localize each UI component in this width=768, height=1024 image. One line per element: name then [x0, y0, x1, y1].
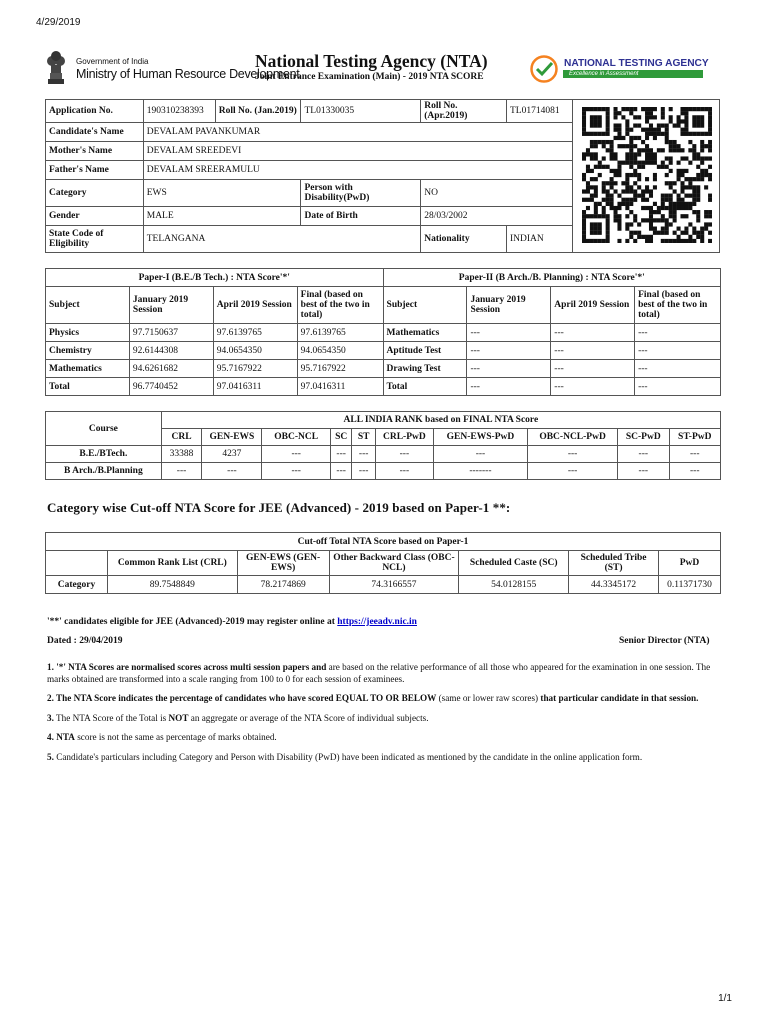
gender-label: Gender [46, 207, 144, 226]
gender-value: MALE [143, 207, 301, 226]
note-2 [47, 693, 719, 705]
cutoff-col: Other Backward Class (OBC-NCL) [329, 551, 459, 576]
rank-col: OBC-NCL [262, 429, 331, 446]
rank-value: 33388 [161, 446, 202, 463]
note-bold: NTA [53, 732, 75, 742]
rank-value: --- [352, 446, 376, 463]
roll-jan-label: Roll No. (Jan.2019) [215, 100, 301, 123]
all-india-rank-table [45, 411, 721, 480]
score: 94.0654350 [297, 342, 383, 360]
note-number: 2. [47, 693, 54, 703]
nta-logo-name: NATIONAL TESTING AGENCY [564, 58, 709, 69]
national-emblem-icon [44, 45, 68, 87]
father-name-label: Father's Name [46, 161, 144, 180]
rank-value: --- [161, 463, 202, 480]
rank-col: OBC-NCL-PwD [528, 429, 618, 446]
course: B Arch./B.Planning [46, 463, 162, 480]
paper2-title: Paper-II (B Arch./B. Planning) : NTA Score'*' [383, 269, 720, 287]
paper1-title: Paper-I (B.E./B Tech.) : NTA Score'*' [46, 269, 384, 287]
note-text: an aggregate or average of the NTA Score of individual subjects. [188, 712, 429, 723]
course: B.E./BTech. [46, 446, 162, 463]
subject: Mathematics [383, 324, 467, 342]
dob-value: 28/03/2002 [421, 207, 573, 226]
rank-value: ------- [433, 463, 527, 480]
nta-score-table [45, 268, 721, 396]
registration-note [47, 617, 417, 627]
note-4 [47, 732, 719, 744]
note-5 [47, 752, 719, 764]
father-name: DEVALAM SREERAMULU [143, 161, 572, 180]
category-label: Category [46, 180, 144, 207]
candidate-name: DEVALAM PAVANKUMAR [143, 123, 572, 142]
table-row [46, 360, 721, 378]
rank-col: ST [352, 429, 376, 446]
score: 97.7150637 [129, 324, 213, 342]
candidate-details-table [45, 99, 573, 253]
cutoff-table [45, 532, 721, 594]
note-bold: The NTA Score indicates the percentage of candidates who have scored EQUAL TO OR BELOW [53, 693, 437, 703]
application-no: 190310238393 [143, 100, 215, 123]
cutoff-value: 89.7548849 [107, 576, 237, 594]
score: --- [635, 360, 721, 378]
table-row [46, 324, 721, 342]
page-number: 1/1 [718, 993, 732, 1004]
roll-apr: TL01714081 [507, 100, 573, 123]
mother-name: DEVALAM SREEDEVI [143, 142, 572, 161]
rank-col: GEN-EWS-PwD [433, 429, 527, 446]
rank-value: --- [375, 446, 433, 463]
registration-note-text: '**' candidates eligible for JEE (Advanced)-2019 may register online at [47, 617, 338, 627]
roll-apr-label: Roll No. (Apr.2019) [421, 100, 507, 123]
page-subtitle: Joint Entrance Examination (Main) - 2019 NTA SCORE [255, 72, 484, 82]
rank-value: --- [669, 446, 721, 463]
cutoff-value: 54.0128155 [459, 576, 569, 594]
score: --- [635, 342, 721, 360]
col-jan: January 2019 Session [467, 287, 551, 324]
application-no-label: Application No. [46, 100, 144, 123]
score: --- [551, 324, 635, 342]
score: --- [635, 378, 721, 396]
col-apr: April 2019 Session [551, 287, 635, 324]
rank-value: --- [352, 463, 376, 480]
rank-value: --- [202, 463, 262, 480]
score: --- [635, 324, 721, 342]
pwd-value: NO [421, 180, 573, 207]
note-1 [47, 662, 719, 685]
score: --- [467, 342, 551, 360]
col-apr: April 2019 Session [213, 287, 297, 324]
note-bold: that particular candidate in that session. [538, 693, 699, 703]
cutoff-col: Common Rank List (CRL) [107, 551, 237, 576]
note-number: 3. [47, 712, 54, 723]
qr-code-icon [582, 107, 712, 243]
note-text: score is not the same as percentage of marks obtained. [74, 732, 277, 742]
note-number: 1. [47, 662, 54, 672]
subject: Drawing Test [383, 360, 467, 378]
rank-value: --- [262, 446, 331, 463]
state-value: TELANGANA [143, 226, 420, 253]
rank-value: --- [669, 463, 721, 480]
course-label: Course [46, 412, 162, 446]
candidate-name-label: Candidate's Name [46, 123, 144, 142]
col-jan: January 2019 Session [129, 287, 213, 324]
category-value: EWS [143, 180, 301, 207]
note-text: Candidate's particulars including Category and Person with Disability (PwD) have been indicated as mentioned by the candidate in the online application form. [53, 751, 643, 762]
cutoff-col: Scheduled Tribe (ST) [569, 551, 659, 576]
rank-col: CRL [161, 429, 202, 446]
cutoff-table-title: Cut-off Total NTA Score based on Paper-1 [46, 533, 721, 551]
rank-value: --- [433, 446, 527, 463]
note-bold: '*' NTA Scores are normalised scores across multi session papers and [53, 662, 327, 672]
nta-logo-icon [530, 55, 558, 83]
subject: Aptitude Test [383, 342, 467, 360]
mother-name-label: Mother's Name [46, 142, 144, 161]
score: --- [551, 360, 635, 378]
print-date: 4/29/2019 [36, 17, 81, 28]
col-subject: Subject [46, 287, 130, 324]
state-label: State Code of Eligibility [46, 226, 144, 253]
rank-value: --- [330, 446, 351, 463]
ministry-line: Ministry of Human Resource Development [76, 67, 300, 81]
col-subject: Subject [383, 287, 467, 324]
cutoff-col-blank [46, 551, 108, 576]
subject: Mathematics [46, 360, 130, 378]
rank-value: --- [618, 463, 669, 480]
rank-value: --- [618, 446, 669, 463]
rank-value: --- [528, 446, 618, 463]
jee-advanced-link[interactable]: https://jeeadv.nic.in [337, 617, 417, 627]
score: --- [551, 342, 635, 360]
table-row [46, 342, 721, 360]
score: 95.7167922 [213, 360, 297, 378]
note-text: (same or lower raw scores) [436, 693, 539, 703]
goi-line: Government of India [76, 57, 149, 66]
rank-col: ST-PwD [669, 429, 721, 446]
cutoff-col: Scheduled Caste (SC) [459, 551, 569, 576]
note-3 [47, 713, 719, 725]
cutoff-value: 74.3166557 [329, 576, 459, 594]
cutoff-value: 0.11371730 [659, 576, 721, 594]
score: 94.0654350 [213, 342, 297, 360]
nationality-value: INDIAN [507, 226, 573, 253]
subject: Chemistry [46, 342, 130, 360]
score: --- [467, 324, 551, 342]
score: 92.6144308 [129, 342, 213, 360]
rank-value: --- [528, 463, 618, 480]
score: 97.0416311 [297, 378, 383, 396]
cutoff-col: PwD [659, 551, 721, 576]
note-text: The NTA Score of the Total is [53, 712, 169, 723]
page-title: National Testing Agency (NTA) [255, 51, 488, 71]
rank-value: --- [330, 463, 351, 480]
subject: Physics [46, 324, 130, 342]
dob-label: Date of Birth [301, 207, 421, 226]
qr-code-box [573, 99, 720, 253]
pwd-label: Person with Disability(PwD) [301, 180, 421, 207]
rank-col: SC [330, 429, 351, 446]
cutoff-row-label: Category [46, 576, 108, 594]
table-row [46, 463, 721, 480]
score: 95.7167922 [297, 360, 383, 378]
score: 96.7740452 [129, 378, 213, 396]
note-number: 5. [47, 751, 54, 762]
score: --- [467, 360, 551, 378]
note-number: 4. [47, 732, 54, 742]
col-final: Final (based on best of the two in total) [297, 287, 383, 324]
score: 97.0416311 [213, 378, 297, 396]
rank-col: CRL-PwD [375, 429, 433, 446]
senior-director: Senior Director (NTA) [619, 636, 710, 646]
rank-title: ALL INDIA RANK based on FINAL NTA Score [161, 412, 720, 429]
nta-logo-tagline: Excellence in Assessment [563, 70, 703, 78]
score: 94.6261682 [129, 360, 213, 378]
score: 97.6139765 [213, 324, 297, 342]
roll-jan: TL01330035 [301, 100, 421, 123]
rank-value: --- [375, 463, 433, 480]
cutoff-col: GEN-EWS (GEN-EWS) [237, 551, 329, 576]
subject: Total [46, 378, 130, 396]
subject: Total [383, 378, 467, 396]
cutoff-value: 44.3345172 [569, 576, 659, 594]
table-row [46, 446, 721, 463]
rank-value: --- [262, 463, 331, 480]
note-bold: NOT [168, 712, 189, 723]
rank-col: SC-PwD [618, 429, 669, 446]
table-row [46, 576, 721, 594]
score: 97.6139765 [297, 324, 383, 342]
notes-section [47, 662, 719, 771]
note-text: are based on the relative performance of all those who appeared for the examination in one session. The marks obtained are transformed into a scale ranging from 100 to 0 for each session of examinees. [47, 662, 711, 684]
col-final: Final (based on best of the two in total) [635, 287, 721, 324]
rank-value: 4237 [202, 446, 262, 463]
nationality-label: Nationality [421, 226, 507, 253]
rank-col: GEN-EWS [202, 429, 262, 446]
score: --- [467, 378, 551, 396]
score: --- [551, 378, 635, 396]
cutoff-value: 78.2174869 [237, 576, 329, 594]
dated: Dated : 29/04/2019 [47, 636, 123, 646]
cutoff-heading: Category wise Cut-off NTA Score for JEE (Advanced) - 2019 based on Paper-1 **: [47, 500, 511, 515]
table-row [46, 378, 721, 396]
